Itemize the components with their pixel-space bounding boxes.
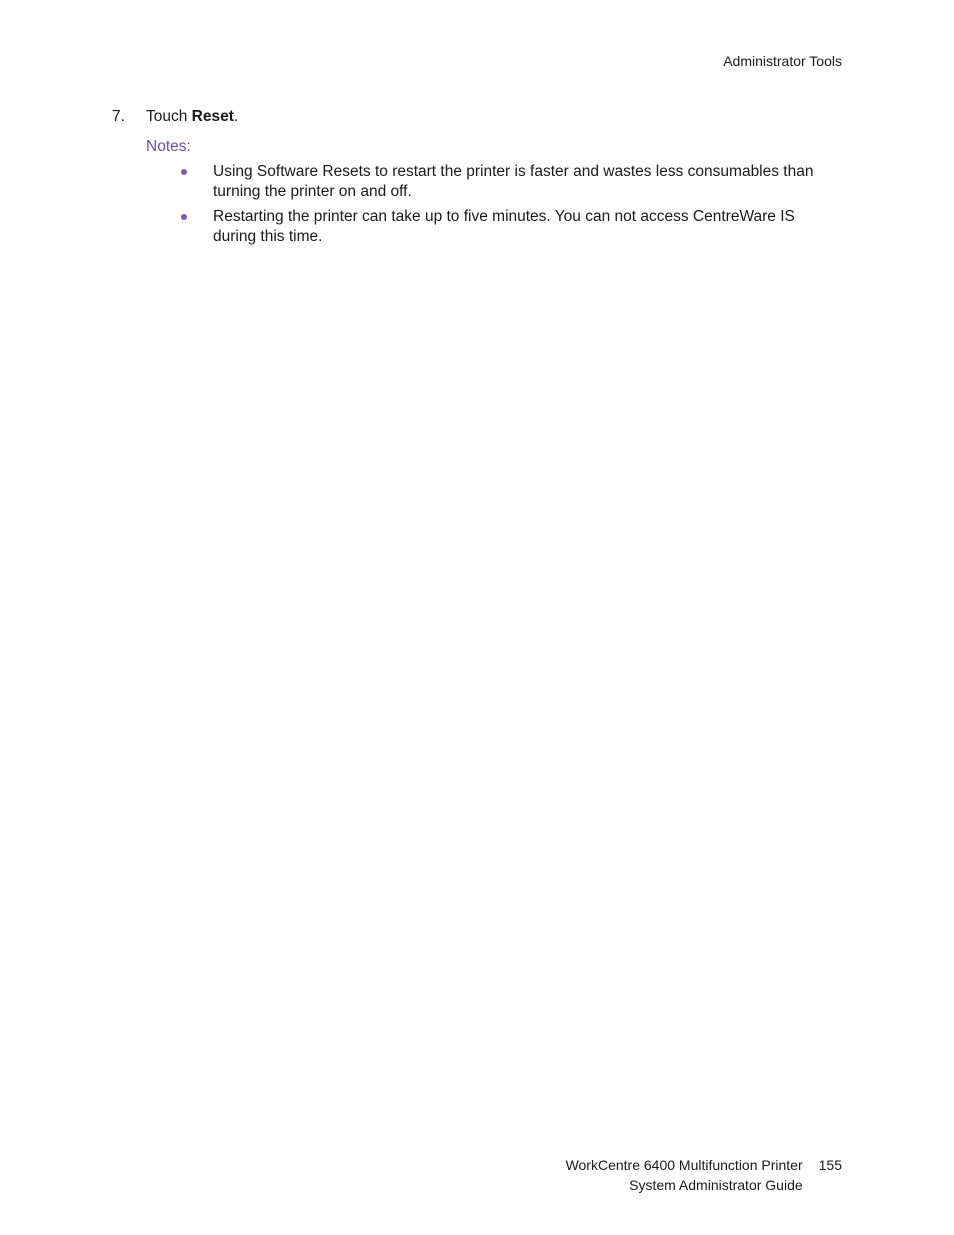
footer-product: WorkCentre 6400 Multifunction Printer [565,1157,803,1173]
notes-list [176,162,836,252]
step-emphasis: Reset [191,108,234,125]
running-header: Administrator Tools [723,53,842,69]
step-number: 7. [112,108,125,125]
step-text-end: . [233,108,239,125]
page-footer [566,1155,842,1195]
notes-label: Notes: [146,138,191,155]
footer-guide: System Administrator Guide [629,1177,803,1193]
note-item [176,162,836,202]
step-text: Touch [146,108,192,125]
note-item [176,207,836,247]
note-text: Restarting the printer can take up to five minutes. You can not access CentreWare IS during this time. [213,208,795,245]
note-text: Using Software Resets to restart the printer is faster and wastes less consumables than turning the printer on and off. [213,163,814,200]
footer-titles [566,1155,803,1195]
bullet-icon [181,214,187,220]
bullet-icon [181,169,187,175]
step-7 [112,107,238,127]
page-number: 155 [818,1157,842,1173]
